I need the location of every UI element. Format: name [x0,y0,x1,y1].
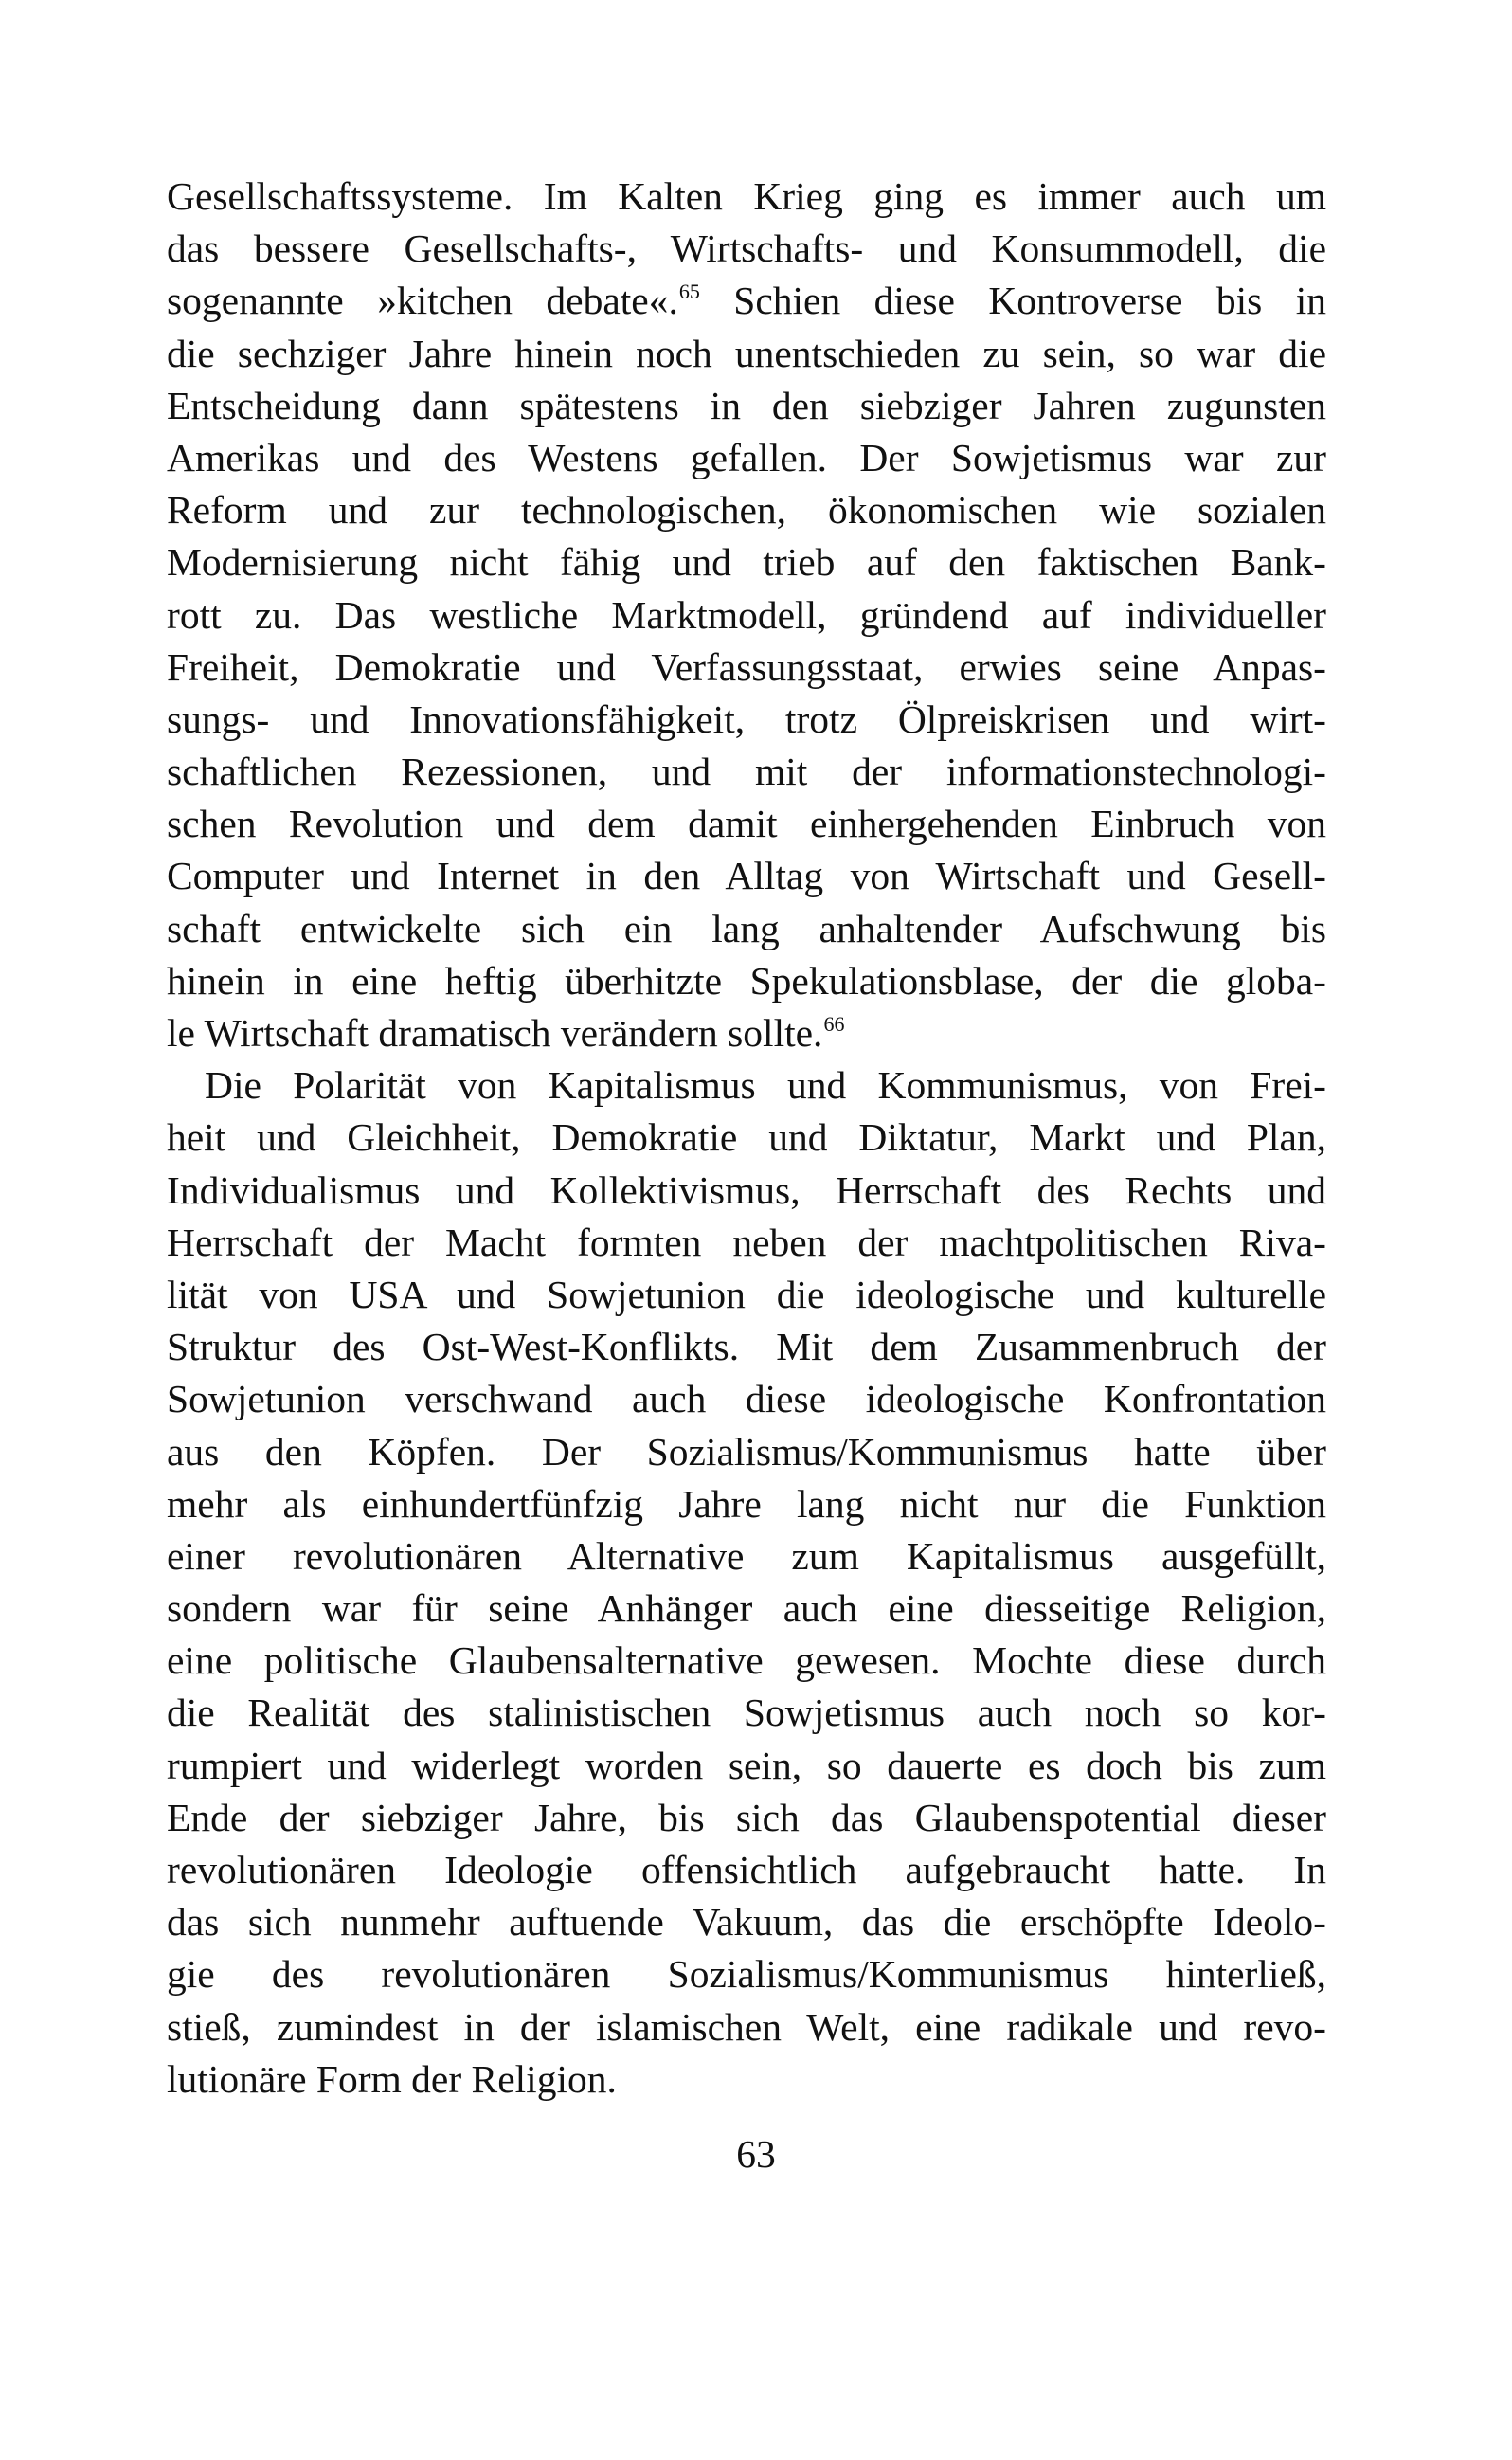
line-text: sungs- und Innovationsfähigkeit, trotz Ölpreiskrisen und wirt- [167,696,1326,741]
text-line [167,484,1326,536]
line-text: Struktur des Ost-West-Konflikts. Mit dem Zusammenbruch der [167,1325,1326,1369]
paragraph [167,171,1326,1059]
line-text: das sich nunmehr auftuende Vakuum, das die erschöpfte Ideolo- [167,1900,1326,1944]
text-line [167,798,1326,850]
line-text: Computer und Internet in den Alltag von Wirtschaft und Gesell- [167,854,1326,898]
footnote-marker: 65 [678,280,700,304]
text-line [167,1740,1326,1792]
line-text: Herrschaft der Macht formten neben der machtpolitischen Riva- [167,1220,1326,1264]
text-line [167,380,1326,432]
text-line [167,536,1326,588]
line-text: gie des revolutionären Sozialismus/Kommunismus hinterließ, [167,1952,1326,1997]
line-text: schaftlichen Rezessionen, und mit der informationstechnologi- [167,750,1326,794]
text-line [167,1059,1326,1112]
line-text: eine politische Glaubensalternative gewesen. Mochte diese durch [167,1638,1326,1683]
line-text: Die Polarität von Kapitalismus und Kommunismus, von Frei- [205,1063,1326,1108]
body-text [167,171,1326,2106]
line-text: rumpiert und widerlegt worden sein, so dauerte es doch bis zum [167,1743,1326,1787]
line-text: schen Revolution und dem damit einhergehenden Einbruch von [167,802,1326,846]
line-text: stieß, zumindest in der islamischen Welt, eine radikale und revo- [167,2004,1326,2049]
text-line [167,903,1326,955]
text-line [167,1792,1326,1844]
line-text: einer revolutionären Alternative zum Kapitalismus ausgefüllt, [167,1533,1326,1578]
text-line [167,1217,1326,1269]
text-line [167,2053,1326,2106]
text-line [167,1896,1326,1948]
text-line [167,1530,1326,1583]
line-text: das bessere Gesellschafts-, Wirtschafts- und Konsummodell, die [167,226,1326,271]
line-text: sogenannte »kitchen debate«. [167,279,678,323]
text-line [167,1007,1326,1059]
text-line [167,1165,1326,1217]
text-line [167,1635,1326,1687]
text-line [167,955,1326,1007]
line-text: Entscheidung dann spätestens in den siebziger Jahren zugunsten [167,383,1326,427]
line-text: Modernisierung nicht fähig und trieb auf den faktischen Bank- [167,540,1326,585]
line-text: mehr als einhundertfünfzig Jahre lang nicht nur die Funktion [167,1481,1326,1526]
text-line [167,328,1326,380]
line-text: le Wirtschaft dramatisch verändern sollte. [167,1011,823,1055]
line-text: Amerikas und des Westens gefallen. Der Sowjetismus war zur [167,435,1326,479]
text-line [167,694,1326,746]
page-number: 63 [736,2132,776,2176]
text-line [167,2001,1326,2053]
line-text: Gesellschaftssysteme. Im Kalten Krieg ging es immer auch um [167,174,1326,218]
text-line [167,1426,1326,1478]
line-text: revolutionären Ideologie offensichtlich aufgebraucht hatte. In [167,1848,1326,1891]
line-text: rott zu. Das westliche Marktmodell, gründend auf individueller [167,592,1326,637]
text-line [167,1112,1326,1164]
text-line [167,223,1326,275]
line-text: hinein in eine heftig überhitzte Spekulationsblase, der die globa- [167,958,1326,1003]
text-line [167,275,1326,327]
line-text: Reform und zur technologischen, ökonomischen wie sozialen [167,488,1326,533]
line-text: sondern war für seine Anhänger auch eine diesseitige Religion, [167,1586,1326,1631]
line-text: aus den Köpfen. Der Sozialismus/Kommunismus hatte über [167,1429,1326,1474]
text-line [167,432,1326,484]
text-line [167,1269,1326,1321]
line-text: Freiheit, Demokratie und Verfassungsstaat, erwies seine Anpas- [167,644,1326,689]
text-line [167,1948,1326,2000]
text-line [167,850,1326,902]
text-line [167,1373,1326,1425]
text-line [167,1687,1326,1739]
line-text: Ende der siebziger Jahre, bis sich das Glaubenspotential dieser [167,1795,1326,1839]
line-text-continued: Schien diese Kontroverse bis in [699,279,1326,323]
text-line [167,1583,1326,1635]
line-text: Individualismus und Kollektivismus, Herrschaft des Rechts und [167,1167,1326,1212]
text-line [167,746,1326,798]
paragraph [167,1059,1326,2106]
footnote-marker: 66 [823,1012,845,1036]
line-text: die sechziger Jahre hinein noch unentschieden zu sein, so war die [167,331,1326,375]
line-text: lutionäre Form der Religion. [167,2056,617,2101]
text-line [167,1844,1326,1896]
line-text: Sowjetunion verschwand auch diese ideologische Konfrontation [167,1377,1326,1421]
line-text: die Realität des stalinistischen Sowjetismus auch noch so kor- [167,1691,1326,1735]
text-line [167,171,1326,223]
line-text: schaft entwickelte sich ein lang anhaltender Aufschwung bis [167,906,1326,950]
text-line [167,589,1326,642]
line-text: heit und Gleichheit, Demokratie und Diktatur, Markt und Plan, [167,1115,1326,1160]
text-line [167,642,1326,694]
text-line [167,1478,1326,1530]
line-text: lität von USA und Sowjetunion die ideologische und kulturelle [167,1272,1326,1316]
text-line [167,1321,1326,1373]
